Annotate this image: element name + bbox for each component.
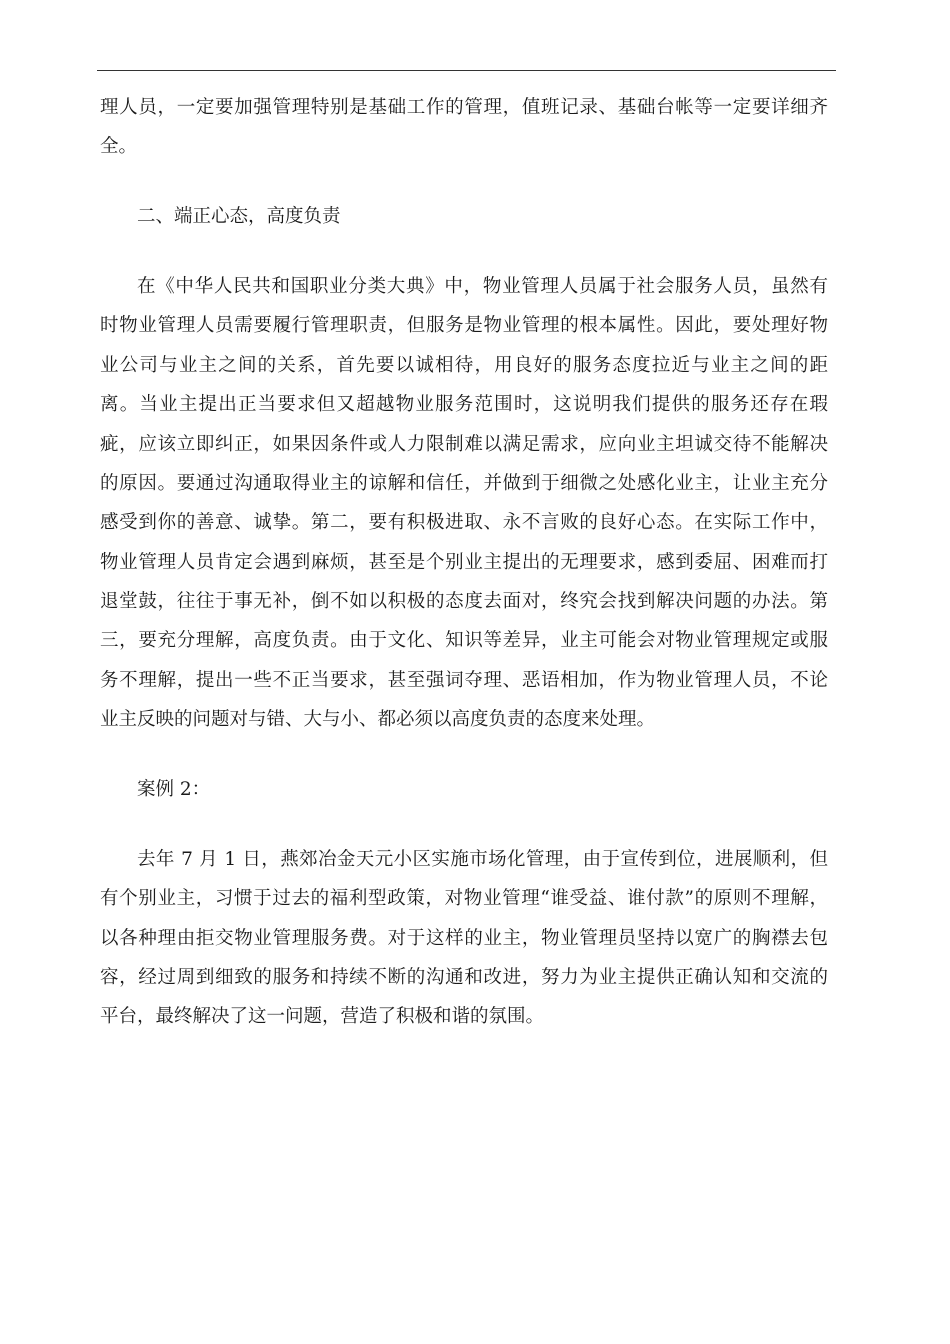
text-line: 三，要充分理解，高度负责。由于文化、知识等差异，业主可能会对物业管理规定或服 — [100, 630, 828, 652]
paragraph-continuation — [100, 88, 828, 167]
text-line: 疵，应该立即纠正，如果因条件或人力限制难以满足需求，应向业主坦诚交待不能解决 — [100, 433, 828, 455]
heading-line: 案例 2： — [137, 779, 211, 801]
text-line: 务不理解，提出一些不正当要求，甚至强词夺理、恶语相加，作为物业管理人员，不论 — [100, 669, 828, 691]
text-line: 业主反映的问题对与错、大与小、都必须以高度负责的态度来处理。 — [100, 709, 656, 731]
text-line: 时物业管理人员需要履行管理职责，但服务是物业管理的根本属性。因此，要处理好物 — [100, 315, 828, 337]
text-line: 有个别业主，习惯于过去的福利型政策，对物业管理“谁受益、谁付款”的原则不理解， — [100, 888, 828, 910]
text-line: 理人员，一定要加强管理特别是基础工作的管理，值班记录、基础台帐等一定要详细齐 — [100, 97, 828, 118]
text-line: 的原因。要通过沟通取得业主的谅解和信任，并做到于细微之处感化业主，让业主充分 — [100, 472, 828, 494]
text-line: 去年 7 月 1 日，燕郊冶金天元小区实施市场化管理，由于宣传到位，进展顺利，但 — [137, 848, 828, 870]
text-line: 以各种理由拒交物业管理服务费。对于这样的业主，物业管理员坚持以宽广的胸襟去包 — [100, 927, 828, 949]
text-line: 平台，最终解决了这一问题，营造了积极和谐的氛围。 — [100, 1006, 545, 1028]
section-heading — [100, 197, 828, 236]
case-heading — [100, 770, 828, 809]
header-rule — [97, 70, 836, 71]
paragraph-case — [100, 840, 828, 1037]
text-line: 业公司与业主之间的关系，首先要以诚相待，用良好的服务态度拉近与业主之间的距 — [100, 354, 828, 376]
heading-line: 二、端正心态，高度负责 — [137, 206, 341, 228]
text-line: 容，经过周到细致的服务和持续不断的沟通和改进，努力为业主提供正确认知和交流的 — [100, 966, 828, 988]
text-line: 感受到你的善意、诚挚。第二，要有积极进取、永不言败的良好心态。在实际工作中， — [100, 512, 828, 534]
text-line: 在《中华人民共和国职业分类大典》中，物业管理人员属于社会服务人员，虽然有 — [137, 275, 828, 297]
document-body — [100, 88, 828, 1037]
text-line: 全。 — [100, 136, 138, 158]
text-line: 退堂鼓，往往于事无补，倒不如以积极的态度去面对，终究会找到解决问题的办法。第 — [100, 591, 828, 613]
text-line: 离。当业主提出正当要求但又超越物业服务范围时，这说明我们提供的服务还存在瑕 — [100, 394, 828, 416]
text-line: 物业管理人员肯定会遇到麻烦，甚至是个别业主提出的无理要求，感到委屈、困难而打 — [100, 551, 828, 573]
paragraph-body — [100, 267, 828, 740]
